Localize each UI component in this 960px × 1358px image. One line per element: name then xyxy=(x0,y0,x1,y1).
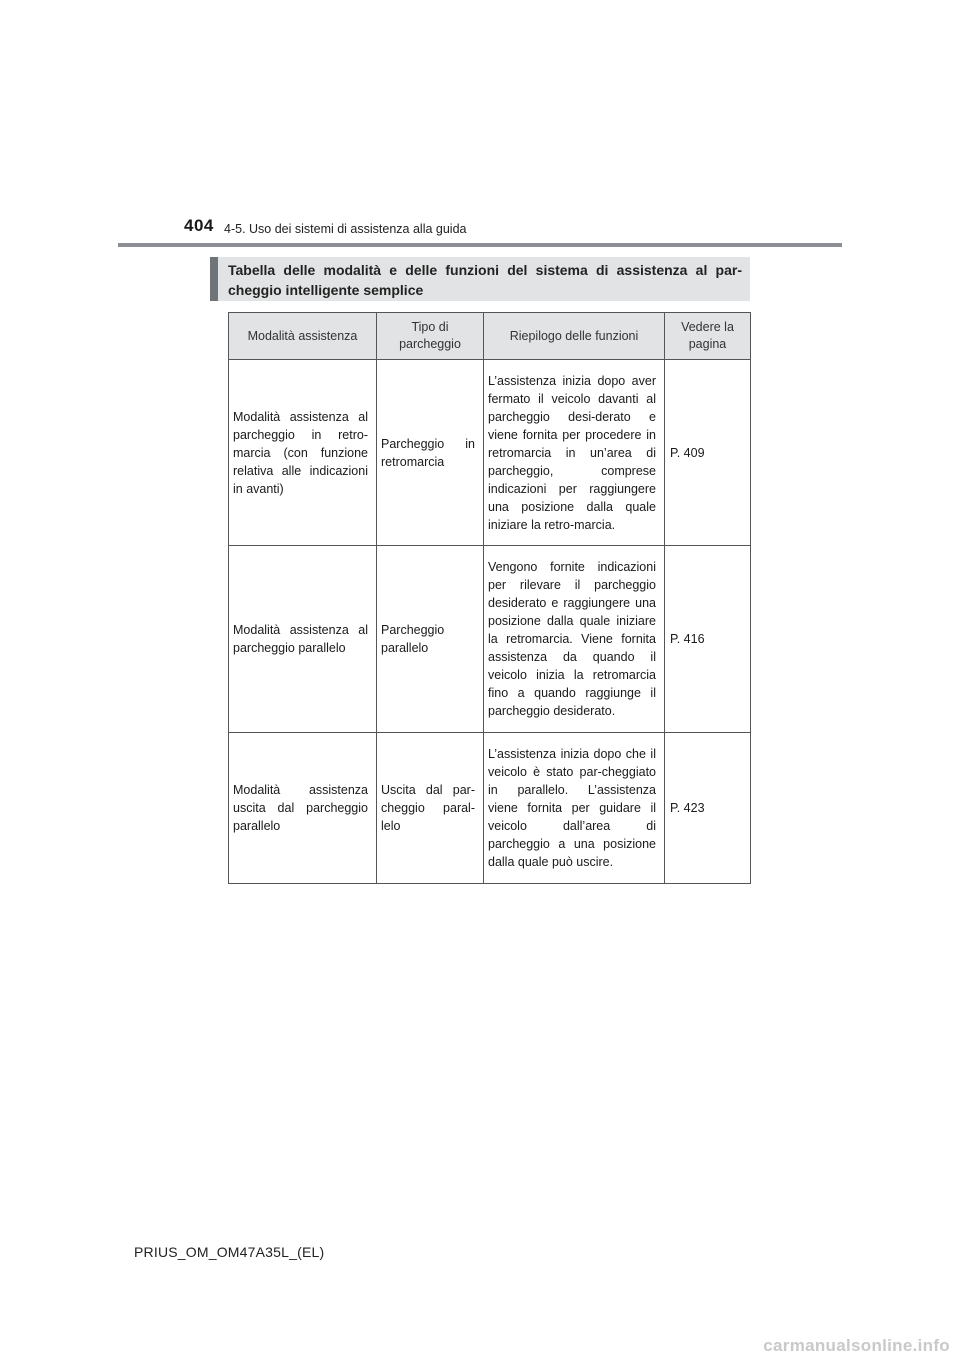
section-heading: Tabella delle modalità e delle funzioni del sistema di assistenza al par-cheggio intelligente semplice xyxy=(210,257,750,301)
cell-page-ref: P. 409 xyxy=(665,360,751,546)
cell-summary: L’assistenza inizia dopo aver fermato il veicolo davanti al parcheggio desi-derato e viene fornita per procedere in retromarcia in un’area di parcheggio, comprese indicazioni per raggiungere una posizione dalla quale iniziare la retro-marcia. xyxy=(484,360,665,546)
cell-mode: Modalità assistenza al parcheggio parallelo xyxy=(229,546,377,733)
cell-type: Parcheggio in retromarcia xyxy=(377,360,484,546)
column-header-page: Vedere la pagina xyxy=(665,313,751,360)
cell-page-ref: P. 423 xyxy=(665,733,751,884)
cell-summary: Vengono fornite indicazioni per rilevare il parcheggio desiderato e raggiungere una posizione dalla quale iniziare la retromarcia. Viene fornita assistenza da quando il veicolo inizia la retromarcia fino a quando raggiunge il parcheggio desiderato. xyxy=(484,546,665,733)
watermark: carmanualsonline.info xyxy=(763,1336,950,1355)
page-number: 404 xyxy=(184,216,214,235)
table-row xyxy=(229,360,751,546)
cell-mode: Modalità assistenza al parcheggio in retro-marcia (con funzione relativa alle indicazioni in avanti) xyxy=(229,360,377,546)
cell-type: Parcheggio parallelo xyxy=(377,546,484,733)
cell-summary: L’assistenza inizia dopo che il veicolo è stato par-cheggiato in parallelo. L’assistenza viene fornita per guidare il veicolo dall’area di parcheggio a una posizione dalla quale può uscire. xyxy=(484,733,665,884)
footer-doc-code: PRIUS_OM_OM47A35L_(EL) xyxy=(134,1244,325,1260)
header-rule xyxy=(118,243,842,247)
table-row xyxy=(229,546,751,733)
table-header-row xyxy=(229,313,751,360)
table-row xyxy=(229,733,751,884)
column-header-summary: Riepilogo delle funzioni xyxy=(484,313,665,360)
running-header: 4-5. Uso dei sistemi di assistenza alla guida xyxy=(224,222,467,236)
column-header-type: Tipo di parcheggio xyxy=(377,313,484,360)
column-header-mode: Modalità assistenza xyxy=(229,313,377,360)
cell-type: Uscita dal par-cheggio paral-lelo xyxy=(377,733,484,884)
cell-mode: Modalità assistenza uscita dal parcheggio parallelo xyxy=(229,733,377,884)
cell-page-ref: P. 416 xyxy=(665,546,751,733)
functions-table xyxy=(228,312,751,884)
